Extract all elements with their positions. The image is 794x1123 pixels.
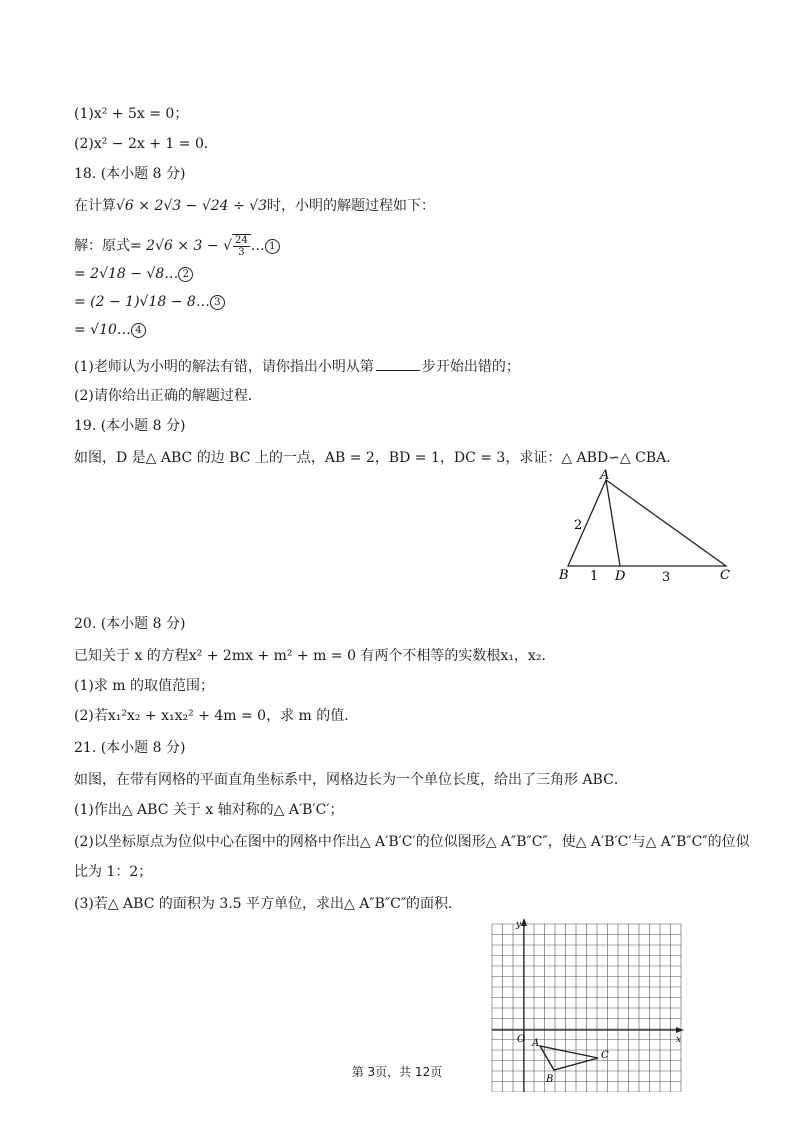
- p18-step2-expr: = 2√18 − √8…: [74, 266, 179, 282]
- p18-solution-label: 解：原式: [74, 238, 130, 254]
- p20-question-1: (1)求 m 的取值范围；: [74, 678, 215, 694]
- p21-text: 如图，在带有网格的平面直角坐标系中，网格边长为一个单位长度，给出了三角形 ABC．: [74, 772, 628, 788]
- p18-step1-expr: = 2√6 × 3 −: [130, 238, 224, 254]
- p18-q1-tail: 步开始出错的；: [421, 359, 520, 375]
- label-c: C: [720, 568, 730, 583]
- grid-label-b: B: [546, 1074, 554, 1085]
- fraction-denominator: 3: [238, 247, 245, 258]
- x-axis-arrow: [676, 1027, 684, 1033]
- grid-label-c: C: [601, 1050, 609, 1061]
- length-bd: 1: [590, 569, 599, 584]
- p18-intro-b: 时，小明的解题过程如下：: [267, 198, 436, 214]
- x-axis-label: x: [676, 1035, 682, 1045]
- y-axis-label: y: [516, 920, 522, 930]
- p18-intro-a: 在计算: [74, 198, 116, 214]
- p18-step4-expr: = √10…: [74, 322, 131, 338]
- length-ab: 2: [574, 518, 583, 533]
- p21-question-1: (1)作出△ ABC 关于 x 轴对称的△ A′B′C′；: [74, 802, 344, 818]
- p18-question-2: (2)请你给出正确的解题过程．: [74, 388, 262, 404]
- grid-label-a: A: [532, 1038, 540, 1049]
- p18-step3-expr: = (2 − 1)√18 − 8…: [74, 294, 210, 310]
- p18-step-4: [74, 320, 146, 340]
- p18-intro-expr: √6 × 2√3 − √24 ÷ √3: [116, 198, 268, 214]
- length-dc: 3: [662, 570, 671, 585]
- p20-text: 已知关于 x 的方程x² + 2mx + m² + m = 0 有两个不相等的实数根x₁，x₂．: [74, 648, 556, 664]
- p21-header: 21. (本小题 8 分): [74, 740, 186, 756]
- p18-intro: [74, 196, 435, 216]
- p20-header: 20. (本小题 8 分): [74, 616, 186, 632]
- label-d: D: [615, 569, 626, 584]
- p17-item-2: (2)x² − 2x + 1 = 0．: [74, 136, 218, 152]
- p18-step-3: [74, 292, 225, 312]
- triangle-abc: [568, 480, 726, 566]
- answer-blank: [376, 356, 420, 371]
- p18-step1-sqrt-sign: √: [223, 238, 233, 254]
- p18-step-1: [74, 234, 280, 258]
- step-mark-1: 1: [265, 239, 280, 254]
- y-axis-arrow: [521, 918, 527, 926]
- step-mark-4: 4: [131, 323, 146, 338]
- step-mark-2: 2: [178, 267, 193, 282]
- p18-header: 18. (本小题 8 分): [74, 166, 186, 182]
- p18-step-2: [74, 264, 193, 284]
- fraction-numerator: 24: [235, 235, 248, 246]
- page-footer: 第 3页，共 12页: [351, 1065, 443, 1079]
- p18-step1-ellipsis: …: [250, 238, 265, 254]
- p21-question-2-cont: 比为 1：2；: [74, 864, 153, 880]
- triangle-abd-figure: [550, 468, 740, 588]
- p20-question-2: (2)若x₁²x₂ + x₁x₂² + 4m = 0，求 m 的值．: [74, 708, 359, 724]
- origin-label: O: [517, 1034, 526, 1045]
- p18-step1-fraction: [232, 234, 251, 258]
- p19-header: 19. (本小题 8 分): [74, 418, 186, 434]
- p21-question-3: (3)若△ ABC 的面积为 3.5 平方单位，求出△ A″B″C″的面积．: [74, 896, 463, 912]
- p18-question-1: [74, 356, 520, 377]
- step-mark-3: 3: [210, 295, 225, 310]
- label-a: A: [600, 468, 610, 483]
- p17-item-1: (1)x² + 5x = 0；: [74, 106, 189, 122]
- p21-question-2: (2)以坐标原点为位似中心在图中的网格中作出△ A′B′C′的位似图形△ A″B″C″，使△ A′B′C′与△ A″B″C″的位似: [74, 834, 750, 850]
- p18-q1-text: (1)老师认为小明的解法有错，请你指出小明从第: [74, 359, 374, 375]
- label-b: B: [559, 568, 569, 583]
- p19-text: 如图，D 是△ ABC 的边 BC 上的一点，AB = 2，BD = 1，DC = 3，求证：△ ABD∽△ CBA．: [74, 450, 681, 466]
- segment-ad: [606, 480, 620, 566]
